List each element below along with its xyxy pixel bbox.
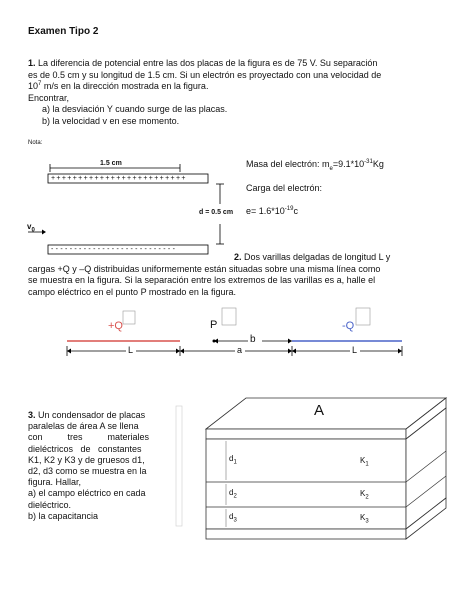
q2-line4: campo eléctrico en el punto P mostrado en la figura. [28, 286, 236, 297]
q2-line3: se muestra en la figura. Si la separación entre los extremos de las varillas es a, halle el [28, 275, 376, 285]
k1-label: $K_1$ [360, 456, 369, 468]
q1-line2: es de 0.5 cm y su longitud de 1.5 cm. Si un electrón es proyectado con una velocidad de [28, 69, 382, 80]
d2-label: $d_2$ [229, 488, 237, 500]
minus-charges: - - - - - - - - - - - - - - - - - - - - - - - - - - - [51, 246, 176, 253]
electron-charge: $e= 1.6*10^{-19}c$ [246, 206, 298, 216]
a-label: a [237, 345, 243, 355]
q1-item-a: a) la desviación Y cuando surge de las placas. [42, 104, 228, 114]
q3-line: a) el campo eléctrico en cada [28, 488, 146, 499]
k3-label: $K_3$ [360, 513, 369, 525]
velocity-label: $v_0$ [27, 222, 35, 234]
question-2-text [28, 252, 448, 298]
separation-label: d = 0.5 cm [199, 209, 234, 216]
minus-q-label: -Q [342, 320, 355, 332]
q1-encontrar: Encontrar, [28, 92, 70, 103]
page-title: Examen Tipo 2 [28, 26, 99, 37]
l-label-left: L [128, 345, 134, 355]
q3-line: con tres materiales [28, 432, 150, 443]
electron-mass: Masa del electrón: $m_e=9.1*10^{-31}Kg$ [246, 159, 384, 172]
q3-line: 3. Un condensador de placas [28, 410, 146, 420]
area-label: A [314, 402, 325, 419]
d1-label: $d_1$ [229, 454, 237, 466]
d3-label: $d_3$ [229, 512, 237, 524]
l-label-right: L [352, 345, 358, 355]
capacitor-figure [176, 398, 446, 539]
q3-line: figura. Hallar, [28, 477, 82, 488]
q3-line: dieléctrico. [28, 499, 72, 510]
p-label: P [210, 319, 218, 331]
plus-q-label: +Q [108, 320, 123, 332]
q3-line: d2, d3 como se muestra en la [28, 466, 147, 477]
q3-line: K1, K2 y K3 y de gruesos d1, [28, 454, 145, 465]
q1-item-b: b) la velocidad v en ese momento. [42, 115, 180, 126]
q3-line: b) la capacitancia [28, 510, 99, 521]
plus-charges: + + + + + + + + + + + + + + + + + + + + + + + + + [51, 175, 186, 182]
note-label: Nota: [28, 140, 43, 146]
electron-charge-label: Carga del electrón: [246, 183, 323, 193]
question-3-text [28, 410, 168, 522]
q1-line3: $10^7$ m/s en la dirección mostrada en la figura. [28, 81, 209, 91]
k2-label: $K_2$ [360, 489, 369, 501]
b-label: b [250, 334, 256, 345]
q3-line: paralelas de área A se llena [28, 421, 139, 432]
length-label: 1.5 cm [100, 160, 122, 167]
q2-line1: 2. Dos varillas delgadas de longitud L y [234, 252, 391, 262]
q1-line1: 1. La diferencia de potencial entre las dos placas de la figura es de 75 V. Su separación [28, 58, 378, 68]
q3-line: dieléctricos de constantes [28, 443, 142, 454]
q2-line2: cargas +Q y –Q distribuidas uniformemente están situadas sobre una misma línea como [28, 263, 381, 274]
